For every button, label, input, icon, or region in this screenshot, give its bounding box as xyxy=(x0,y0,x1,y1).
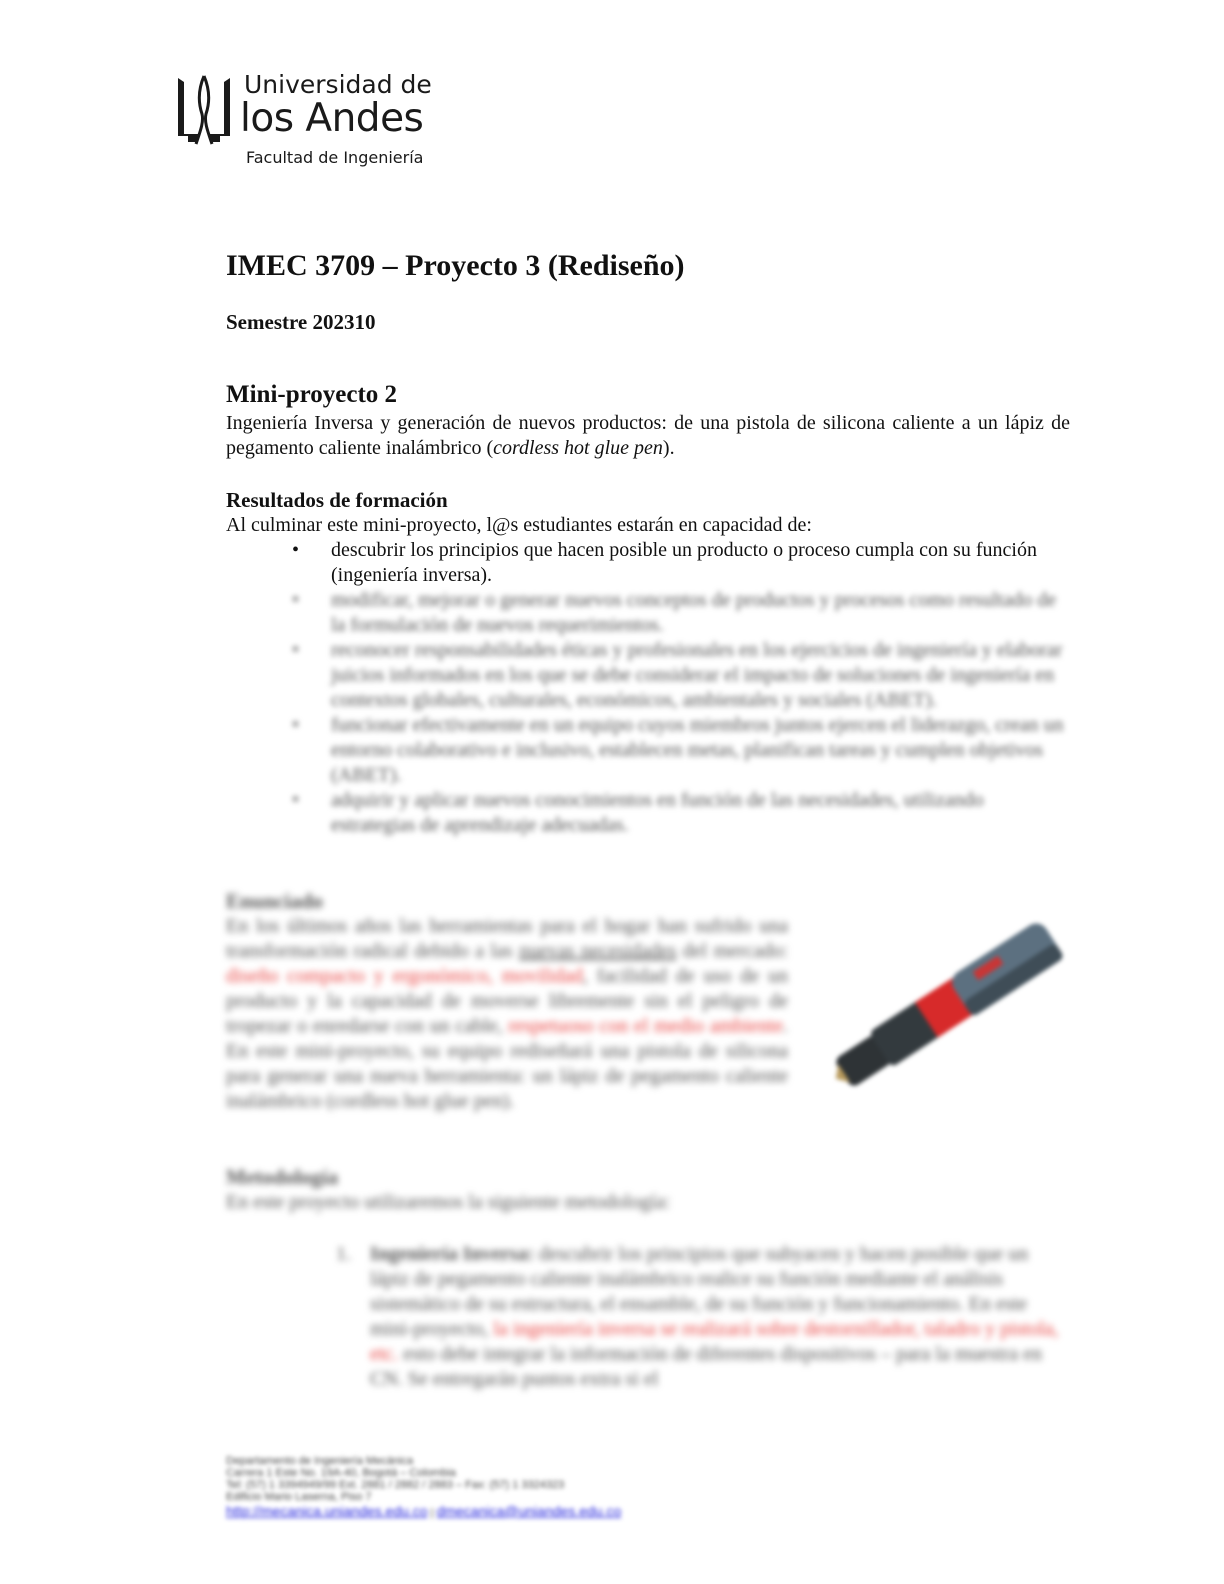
bullet-icon: • xyxy=(292,789,300,811)
footer-building: Edificio Mario Laserna, Piso 7 xyxy=(226,1491,372,1503)
bullet-icon: • xyxy=(292,589,300,611)
intro-emphasis: cordless hot glue pen xyxy=(493,437,663,459)
logo-text-faculty: Facultad de Ingeniería xyxy=(246,148,424,167)
bullet-icon: • xyxy=(292,714,300,736)
statement-text-2: del mercado: xyxy=(676,940,789,962)
university-shield-icon xyxy=(174,72,234,146)
methodology-intro: En este proyecto utilizaremos la siguiente metodología: xyxy=(226,1191,671,1213)
list-item xyxy=(226,538,1070,588)
intro-text: Ingeniería Inversa y generación de nuevos productos: de una pistola de silicona caliente a un lápiz de pegamento caliente inalámbrico ( xyxy=(226,412,1070,459)
footer-phone: Tel: (57) 1 3394949/99 Ext. 2881 / 2882 / 2883 – Fax: (57) 1 3324323 xyxy=(226,1479,565,1491)
list-item xyxy=(226,588,1070,638)
footer-address: Carrera 1 Este No. 19A-40, Bogotá – Colombia xyxy=(226,1467,456,1479)
list-item xyxy=(226,788,1070,838)
logo-text-los-andes: los Andes xyxy=(240,96,424,141)
course-title: IMEC 3709 – Proyecto 3 (Rediseño) xyxy=(226,249,685,282)
method-number: 1. xyxy=(336,1243,351,1265)
outcome-text: modificar, mejorar o generar nuevos conceptos de productos y procesos como resultado de la formulación de nuevos requerimientos. xyxy=(331,589,1057,636)
outcome-text: reconocer responsabilidades éticas y profesionales en los ejercicios de ingeniería y elaborar juicios informados en los que se debe considerar el impacto de soluciones de ingeniería en contextos globales, culturales, económicos, ambientales y sociales (ABET). xyxy=(331,639,1063,711)
bullet-icon: • xyxy=(292,539,300,561)
method-text-1: descubrir los principios que subyacen y hacen posible que un lápiz de pegamento caliente inalámbrico realice su función mediante el análisis sistemático de su estructura, el ensamble, de su función y funcionamiento. En este mini-proyecto, xyxy=(370,1243,1029,1340)
outcome-text: descubrir los principios que hacen posible un producto o proceso cumpla con su función (ingeniería inversa). xyxy=(331,539,1037,586)
method-bold: Ingeniería Inversa: xyxy=(370,1243,534,1265)
outcome-text: adquirir y aplicar nuevos conocimientos en función de las necesidades, utilizando estrategias de aprendizaje adecuadas. xyxy=(331,789,984,836)
methodology-heading: Metodología xyxy=(226,1165,338,1189)
statement-text-3: , facilidad de uso de un producto y la capacidad de moverse libremente sin el peligro de tropezar o enredarse con un cable, xyxy=(226,965,788,1037)
statement-underlined: nuevas necesidades xyxy=(518,940,677,962)
outcomes-list xyxy=(226,538,1070,838)
statement-red-2: respetuoso con el medio ambiente xyxy=(508,1015,783,1037)
list-item xyxy=(330,1242,1070,1392)
list-item xyxy=(226,713,1070,788)
logo-text-universidad: Universidad de xyxy=(244,70,432,99)
method-red: la ingeniería inversa se realizará sobre destornillador, taladro y pistola, etc. xyxy=(370,1318,1059,1365)
university-logo xyxy=(174,70,434,180)
statement-text-4: . En este mini-proyecto, su equipo rediseñará una pistola de silicona para generar una nueva herramienta: un lápiz de pegamento caliente inalámbrico (cordless hot glue pen). xyxy=(226,1015,788,1112)
statement-heading: Enunciado xyxy=(226,889,323,913)
footer-website-link[interactable]: http://mecanica.uniandes.edu.co xyxy=(226,1503,428,1519)
statement-body xyxy=(226,914,788,1114)
method-text-2: esto debe integrar la información de diferentes dispositivos – para la muestra en CN. Se entregarán puntos extra si el xyxy=(370,1343,1042,1390)
statement-red-1: diseño compacto y ergonómico, movilidad xyxy=(226,965,583,987)
results-heading: Resultados de formación xyxy=(226,488,448,512)
footer-separator: | xyxy=(427,1507,437,1519)
footer-email-link[interactable]: dmecanica@uniandes.edu.co xyxy=(436,1503,622,1519)
results-intro: Al culminar este mini-proyecto, l@s estudiantes estarán en capacidad de: xyxy=(226,514,812,536)
bullet-icon: • xyxy=(292,639,300,661)
footer-department: Departamento de Ingeniería Mecánica xyxy=(226,1455,414,1467)
semester-label: Semestre 202310 xyxy=(226,310,376,334)
statement-text-1: En los últimos años las herramientas para el hogar han sufrido una transformación radical debido a las xyxy=(226,915,788,962)
footer-links xyxy=(226,1505,786,1519)
mini-project-intro xyxy=(226,411,1070,461)
page-footer xyxy=(226,1455,786,1519)
outcome-text: funcionar efectivamente en un equipo cuyos miembros juntos ejercen el liderazgo, crean un entorno colaborativo e inclusivo, establecen metas, planifican tareas y cumplen objetivos (ABET). xyxy=(331,714,1064,786)
mini-project-title: Mini-proyecto 2 xyxy=(226,381,398,408)
intro-end: ). xyxy=(662,437,675,459)
methodology-list xyxy=(330,1242,1070,1392)
list-item xyxy=(226,638,1070,713)
glue-pen-image xyxy=(812,912,1080,1100)
